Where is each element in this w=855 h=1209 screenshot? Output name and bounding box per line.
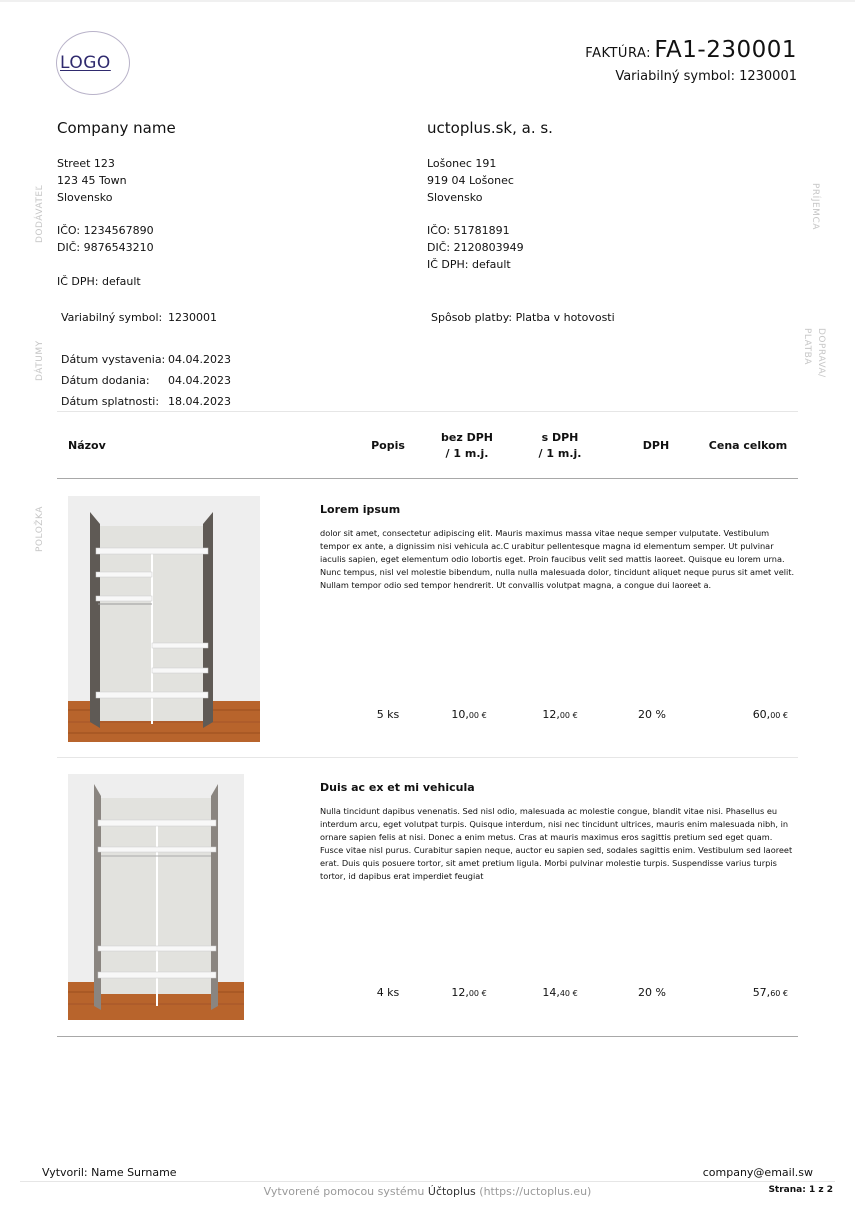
item-net-price: 10,00 €: [451, 708, 487, 721]
variable-symbol-value: 1230001: [168, 311, 217, 324]
item-vat: 20 %: [638, 708, 666, 721]
company-logo: [56, 31, 130, 95]
side-label-customer: PRÍJEMCA: [810, 183, 820, 230]
supplier-city: 123 45 Town: [57, 174, 127, 187]
col-net-header: [430, 430, 504, 462]
wardrobe-illustration: [68, 774, 244, 1020]
date-issued-label: Dátum vystavenia:: [61, 353, 166, 366]
item-vat: 20 %: [638, 986, 666, 999]
invoice-number: FA1-230001: [654, 37, 797, 63]
item-divider: [57, 757, 798, 758]
customer-street: Lošonec 191: [427, 157, 497, 170]
item-description: Nulla tincidunt dapibus venenatis. Sed nisl odio, malesuada ac molestie congue, blandit vitae nisi. Phasellus eu interdum arcu, eget volutpat turpis. Quisque interdum, nisi nec tincidunt ultrices, mauris enim malesuada nibh, in ornare sapien felis at nisi. Donec a enim metus. Cras at mauris maximus eros sagittis pretium sed eget quam. Fusce vitae nisl purus. Curabitur sapien neque, auctor eu sapien sed, sodales sagittis enim. Vestibulum sed laoreet erat. Duis quis posuere tortor, sit amet pretium ligula. Morbi pulvinar molestie turpis. Suspendisse varius turpis tortor, id dapibus erat imperdiet feugiat: [320, 806, 793, 881]
created-by: Vytvoril: Name Surname: [42, 1166, 177, 1179]
item-image: [68, 774, 244, 1020]
item-image: [68, 496, 260, 742]
date-issued-value: 04.04.2023: [168, 353, 231, 366]
col-net-header-line1: bez DPH: [441, 431, 493, 444]
item-quantity: 4 ks: [376, 986, 400, 999]
item-title: Lorem ipsum: [320, 503, 401, 516]
supplier-country: Slovensko: [57, 191, 113, 204]
supplier-block: [57, 119, 176, 290]
payment-method: Spôsob platby: Platba v hotovosti: [431, 311, 615, 324]
supplier-name: Company name: [57, 119, 176, 137]
col-net-header-line2: / 1 m.j.: [445, 447, 489, 460]
page-number: Strana: 1 z 2: [768, 1185, 833, 1195]
contact-email: company@email.sw: [702, 1166, 813, 1179]
customer-dic: DIČ: 2120803949: [427, 241, 524, 254]
item-gross-price: 14,40 €: [542, 986, 578, 999]
invoice-variable-symbol: Variabilný symbol: 1230001: [615, 69, 797, 84]
logo-text: LOGO: [60, 53, 111, 73]
customer-icdph: IČ DPH: default: [427, 258, 511, 271]
system-url: (https://uctoplus.eu): [479, 1185, 592, 1198]
customer-city: 919 04 Lošonec: [427, 174, 514, 187]
variable-symbol-label: Variabilný symbol:: [61, 311, 163, 324]
system-credit-prefix: Vytvorené pomocou systému: [263, 1185, 425, 1198]
col-gross-header-line1: s DPH: [541, 431, 579, 444]
side-label-supplier: DODÁVATEĽ: [35, 184, 45, 243]
item-title: Duis ac ex et mi vehicula: [320, 781, 475, 794]
system-name: Účtoplus: [427, 1185, 476, 1198]
date-delivered-value: 04.04.2023: [168, 374, 231, 387]
invoice-label: FAKTÚRA:: [585, 46, 651, 61]
item-total: 57,60 €: [752, 986, 788, 999]
supplier-ico: IČO: 1234567890: [57, 224, 154, 237]
item-description: dolor sit amet, consectetur adipiscing elit. Mauris maximus massa vitae neque semper vulputate. Vestibulum tempor ex ante, a dignissim nisi vehicula ac.C urabitur pellentesque magna id elementum semper. Ut pulvinar iaculis sapien, eget elementum odio lobortis eget. Proin faucibus velit sed mattis laoreet. Quisque eu lorem urna. Nunc tempus, nisl vel molestie bibendum, nulla nulla malesuada dolor, tincidunt aliquet neque purus sit amet velit. Nullam tempor odio sed tempor hendrerit. Ut convallis volutpat magna, a congue dui laoreet a.: [320, 528, 795, 590]
item-total: 60,00 €: [752, 708, 788, 721]
footer-divider: [20, 1181, 835, 1182]
system-credit: [0, 1185, 855, 1198]
col-gross-header-line2: / 1 m.j.: [538, 447, 582, 460]
item-gross-price: 12,00 €: [542, 708, 578, 721]
col-name-header: Názov: [68, 439, 106, 452]
date-due-label: Dátum splatnosti:: [61, 395, 160, 408]
side-label-item: POLOŽKA: [35, 506, 45, 552]
customer-country: Slovensko: [427, 191, 483, 204]
date-delivered-label: Dátum dodania:: [61, 374, 150, 387]
table-header-divider: [57, 478, 798, 479]
table-bottom-divider: [57, 1036, 798, 1037]
supplier-street: Street 123: [57, 157, 115, 170]
supplier-icdph: IČ DPH: default: [57, 275, 141, 288]
col-gross-header: [523, 430, 597, 462]
item-net-price: 12,00 €: [451, 986, 487, 999]
top-border: [0, 0, 855, 2]
col-desc-header: Popis: [371, 439, 405, 452]
date-due-value: 18.04.2023: [168, 395, 231, 408]
item-quantity: 5 ks: [376, 708, 400, 721]
customer-ico: IČO: 51781891: [427, 224, 510, 237]
customer-block: [427, 119, 553, 273]
wardrobe-illustration: [68, 496, 260, 742]
customer-name: uctoplus.sk, a. s.: [427, 119, 553, 137]
col-total-header: Cena celkom: [708, 439, 788, 452]
divider: [57, 411, 798, 412]
side-label-delivery-payment: DOPRAVA/ PLATBA: [802, 328, 826, 378]
col-vat-header: DPH: [642, 439, 670, 452]
side-label-dates: DÁTUMY: [35, 340, 45, 381]
supplier-dic: DIČ: 9876543210: [57, 241, 154, 254]
